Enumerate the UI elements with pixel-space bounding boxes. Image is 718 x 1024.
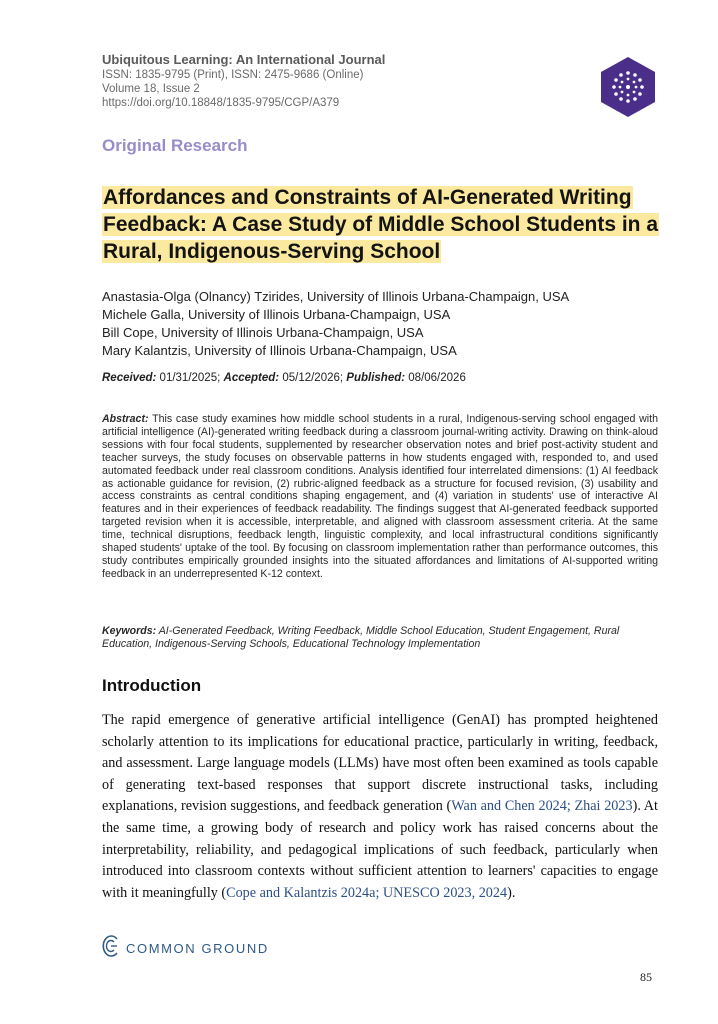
journal-header: [102, 52, 562, 110]
brand-name: COMMON GROUND: [126, 941, 269, 956]
journal-name: Ubiquitous Learning: An International Journal: [102, 52, 386, 67]
journal-volume: Volume 18, Issue 2: [102, 83, 200, 95]
citation-link[interactable]: Cope and Kalantzis 2024a; UNESCO 2023, 2024: [226, 884, 508, 901]
citation-link[interactable]: Wan and Chen 2024; Zhai 2023: [451, 798, 633, 815]
author-line: Michele Galla, University of Illinois Urbana-Champaign, USA: [102, 307, 451, 322]
hexagon-dot-ring-icon: [600, 56, 656, 118]
abstract-label: Abstract:: [102, 413, 149, 425]
published-date: 08/06/2026: [408, 372, 466, 384]
author-line: Anastasia-Olga (Olnancy) Tzirides, University of Illinois Urbana-Champaign, USA: [102, 289, 570, 304]
journal-doi[interactable]: https://doi.org/10.18848/1835-9795/CGP/A379: [102, 97, 340, 109]
keywords: [102, 625, 658, 651]
journal-issn: ISSN: 1835-9795 (Print), ISSN: 2475-9686 (Online): [102, 69, 364, 81]
page-number: 85: [640, 970, 652, 984]
article-title: [102, 184, 682, 265]
abstract-text: This case study examines how middle school students in a rural, Indigenous-serving school engaged with artificial intelligence (AI)-generated writing feedback during a classroom journal-writing activity. Drawing on think-aloud sessions with four focal students, supplemented by researcher observation notes and brief post-activity student and teacher surveys, the study focuses on observable patterns in how students engaged with, responded to, and used automated feedback under real classroom conditions. Analysis identified four interrelated dimensions: (1) AI feedback as actionable guidance for revision, (2) rubric-aligned feedback as a structure for focused revision, (3) usability and access constraints as central conditions shaping engagement, and (4) variation in students' use of interactive AI features and in their experiences of feedback readability. The findings suggest that AI-generated feedback supported targeted revision when it is accessible, interpretable, and aligned with classroom assessment criteria. At the same time, technical disruptions, feedback length, linguistic complexity, and local infrastructural conditions significantly shaped students' uptake of the tool. By focusing on classroom implementation rather than performance outcomes, this study contributes empirically grounded insights into the situated affordances and limitations of AI-supported writing feedback in an underrepresented K-12 context.: [102, 413, 658, 580]
author-line: Bill Cope, University of Illinois Urbana-Champaign, USA: [102, 325, 424, 340]
received-label: Received:: [102, 372, 157, 384]
paragraph-text: ). At the same time, a growing body of research and policy work has raised concerns about the interpretability, reliability, and pedagogical implications of such feedback, particularly when introduced into classroom contexts without sufficient attention to learners' capacities to engage with it meaningfully (: [102, 798, 658, 901]
published-label: Published:: [346, 372, 406, 384]
section-label: Original Research: [102, 136, 248, 155]
accepted-label: Accepted:: [223, 372, 280, 384]
received-date: 01/31/2025;: [159, 372, 221, 384]
author-list: [102, 288, 682, 360]
keywords-text: AI-Generated Feedback, Writing Feedback, Middle School Education, Student Engagement, Rural Education, Indigenous-Serving Schools, Educational Technology Implementation: [102, 625, 620, 650]
abstract: [102, 413, 658, 581]
author-line: Mary Kalantzis, University of Illinois Urbana-Champaign, USA: [102, 343, 457, 358]
paragraph-text: ).: [507, 884, 516, 901]
introduction-heading: Introduction: [102, 676, 202, 695]
common-ground-icon: [102, 934, 120, 963]
article-title-text: Affordances and Constraints of AI-Generated Writing Feedback: A Case Study of Middle School Students in a Rural, Indigenous-Serving School: [103, 186, 659, 263]
publication-dates: [102, 372, 466, 384]
keywords-label: Keywords:: [102, 625, 157, 637]
introduction-paragraph: [102, 710, 658, 904]
publisher-brand: [102, 934, 269, 963]
accepted-date: 05/12/2026;: [282, 372, 344, 384]
paragraph-text: The rapid emergence of generative artificial intelligence (GenAI) has prompted heightened scholarly attention to its implications for educational practice, particularly in writing, feedback, and assessment. Large language models (LLMs) have most often been examined as tools capable of generating text-based responses that support discrete instructional tasks, including explanations, revision suggestions, and feedback generation (: [102, 712, 658, 815]
